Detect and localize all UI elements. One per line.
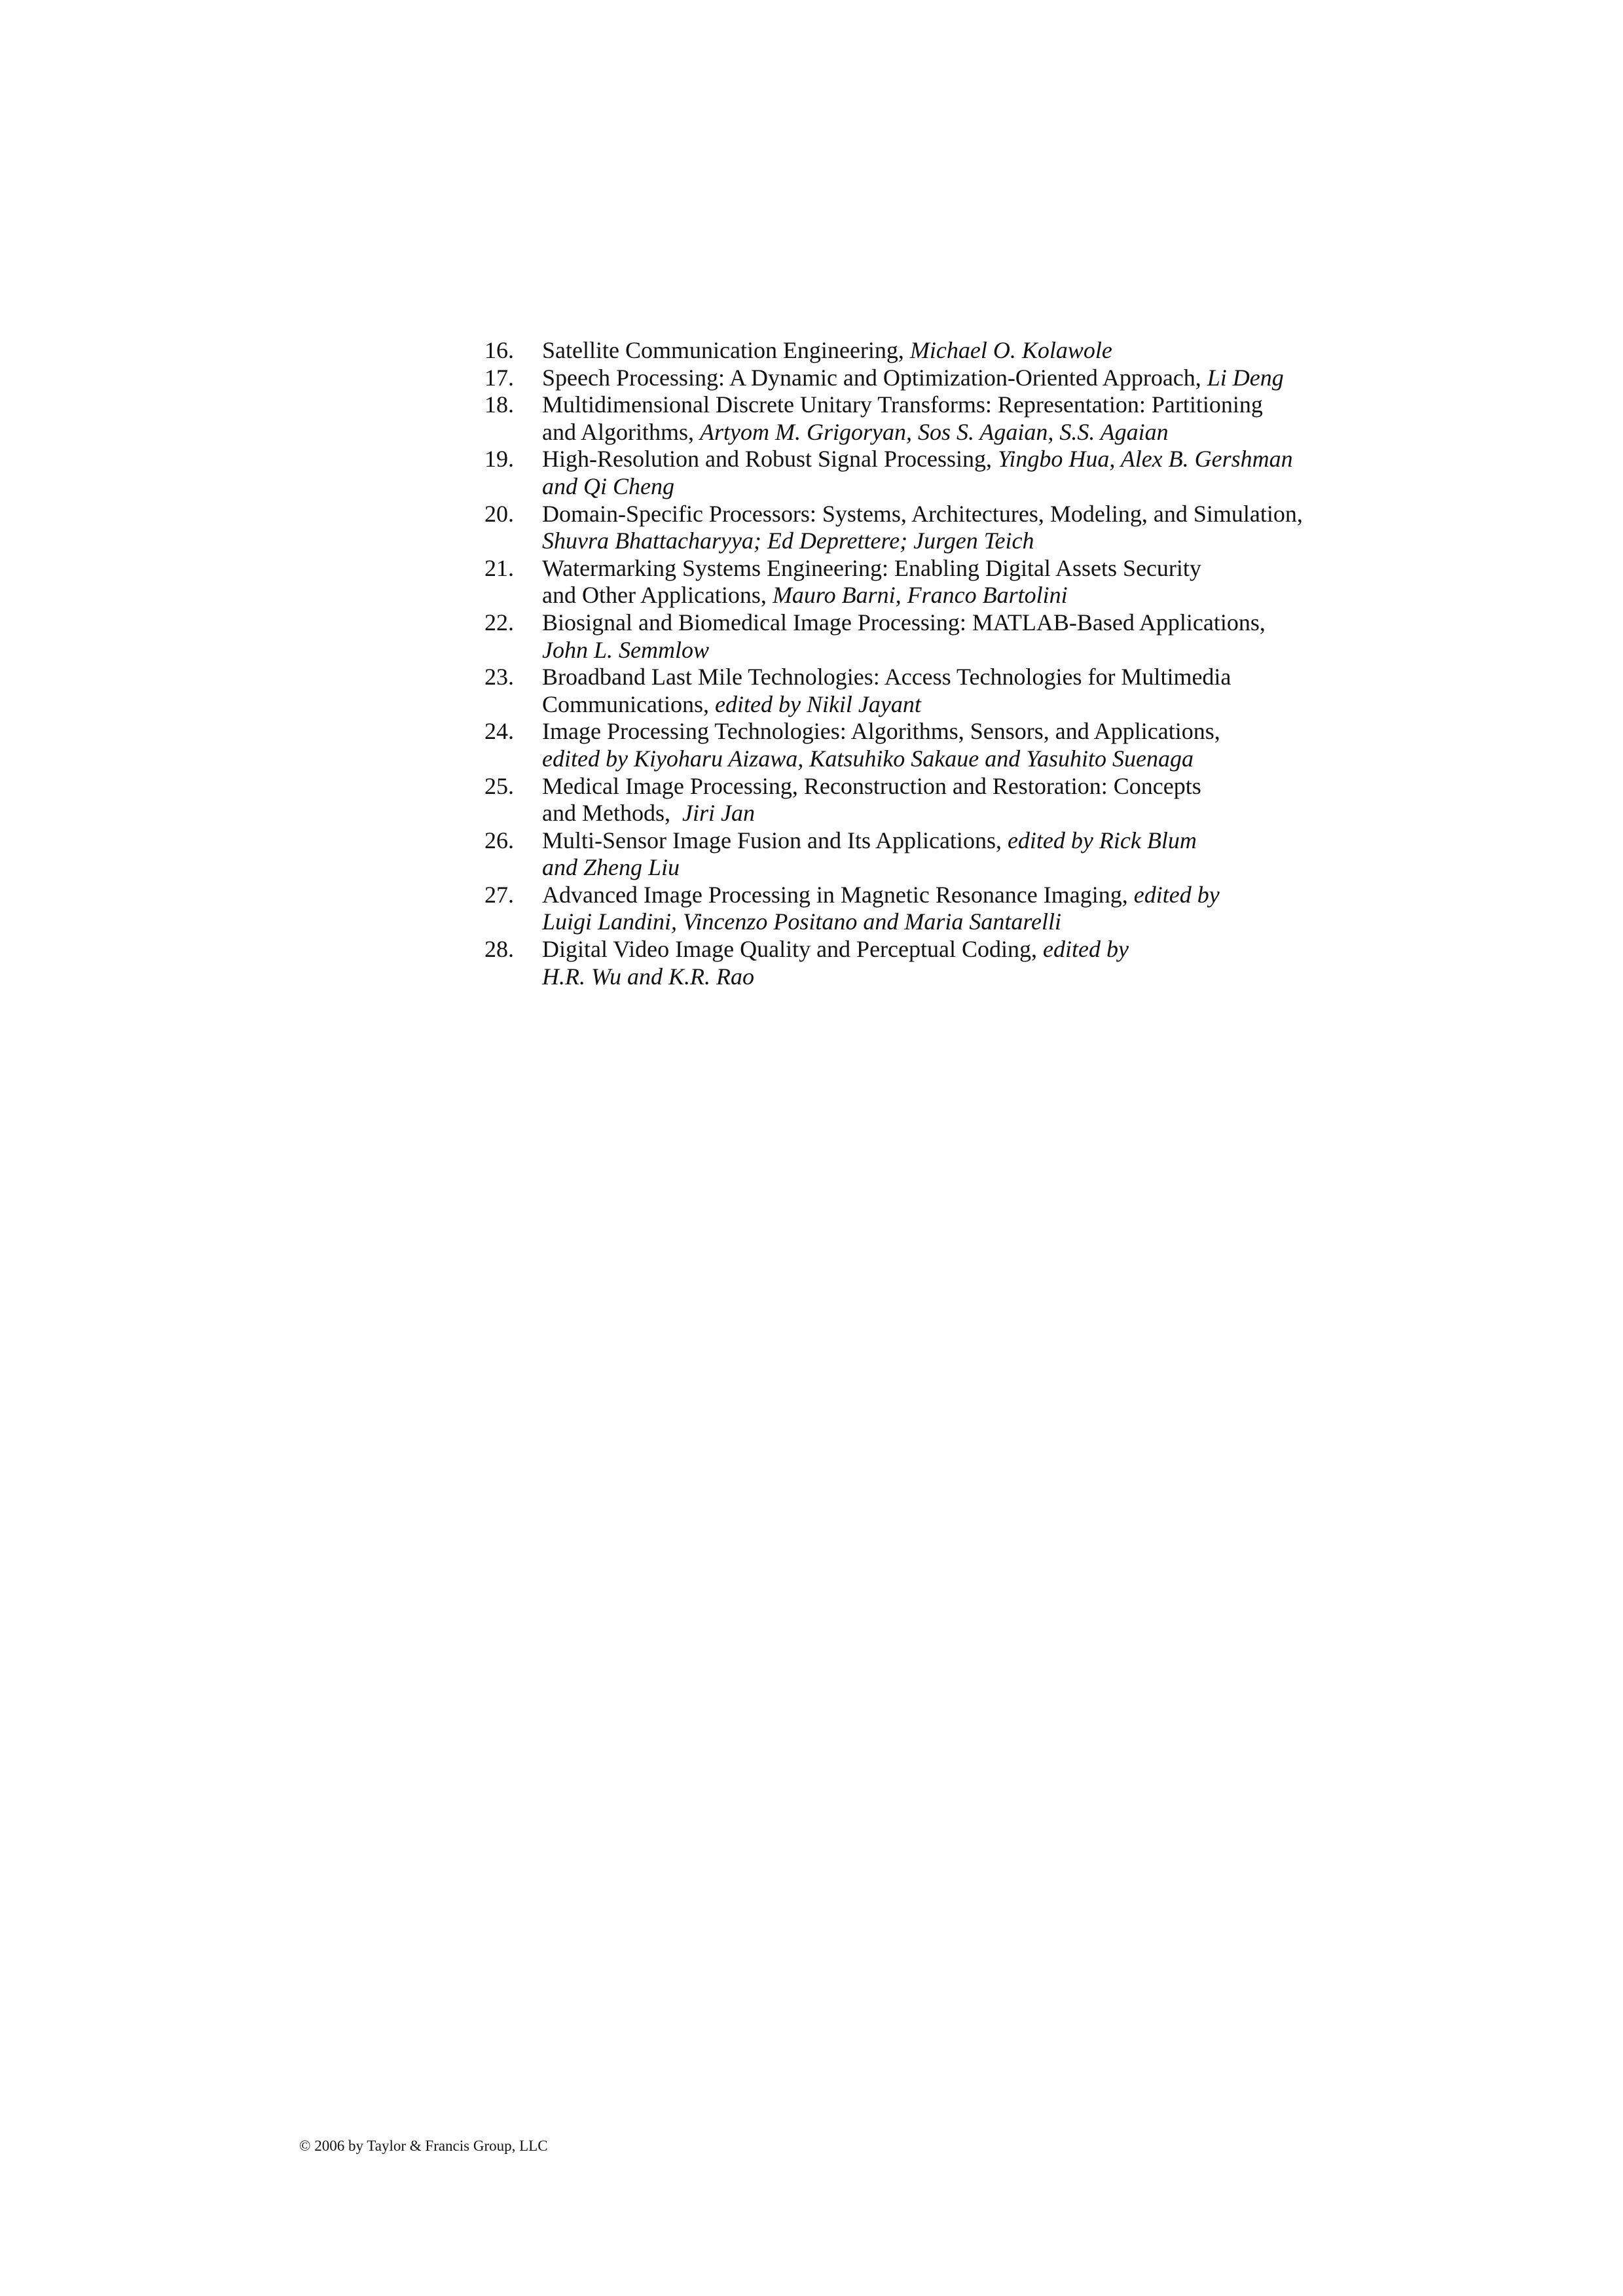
item-line xyxy=(542,582,1532,609)
item-line xyxy=(542,936,1532,963)
item-author: edited by Nikil Jayant xyxy=(715,691,921,717)
item-author: and Qi Cheng xyxy=(542,473,674,499)
copyright-notice: © 2006 by Taylor & Francis Group, LLC xyxy=(299,2138,548,2154)
item-author: edited by xyxy=(1133,881,1220,908)
item-title: Watermarking Systems Engineering: Enabling Digital Assets Security xyxy=(542,554,1201,581)
item-author: Shuvra Bhattacharyya; Ed Deprettere; Jurgen Teich xyxy=(542,528,1034,554)
item-author: edited by Kiyoharu Aizawa, Katsuhiko Sakaue and Yasuhito Suenaga xyxy=(542,745,1194,772)
item-author: Mauro Barni, Franco Bartolini xyxy=(772,582,1068,609)
item-author: edited by xyxy=(1043,936,1129,963)
item-number: 23. xyxy=(484,664,514,691)
item-number: 18. xyxy=(484,391,514,418)
series-item xyxy=(484,337,1532,365)
item-author: Artyom M. Grigoryan, Sos S. Agaian, S.S. Agaian xyxy=(700,418,1169,445)
item-number: 27. xyxy=(484,881,514,908)
item-title: Digital Video Image Quality and Perceptual Coding, xyxy=(542,936,1043,963)
item-number: 26. xyxy=(484,827,514,853)
series-item xyxy=(484,882,1532,936)
item-author: John L. Semmlow xyxy=(542,636,709,663)
item-title: Speech Processing: A Dynamic and Optimization-Oriented Approach, xyxy=(542,364,1207,391)
item-line xyxy=(542,664,1532,691)
item-line xyxy=(542,528,1532,555)
item-line xyxy=(542,745,1532,773)
item-title: Communications, xyxy=(542,691,715,717)
item-line xyxy=(542,337,1532,365)
series-item xyxy=(484,609,1532,664)
item-line xyxy=(542,827,1532,855)
item-title: Broadband Last Mile Technologies: Access Technologies for Multimedia xyxy=(542,664,1231,691)
item-title: Satellite Communication Engineering, xyxy=(542,337,910,363)
item-author: Michael O. Kolawole xyxy=(909,337,1112,363)
item-line xyxy=(542,718,1532,745)
item-number: 28. xyxy=(484,936,514,963)
item-number: 22. xyxy=(484,609,514,636)
item-line xyxy=(542,963,1532,991)
item-author: H.R. Wu and K.R. Rao xyxy=(542,963,754,990)
item-number: 17. xyxy=(484,364,514,391)
series-item xyxy=(484,555,1532,609)
item-title: Image Processing Technologies: Algorithms, Sensors, and Applications, xyxy=(542,718,1220,745)
item-title: and Algorithms, xyxy=(542,418,700,445)
item-line xyxy=(542,637,1532,664)
book-series-list xyxy=(484,337,1532,990)
item-line xyxy=(542,609,1532,637)
series-item xyxy=(484,936,1532,990)
item-number: 24. xyxy=(484,718,514,745)
series-item xyxy=(484,446,1532,500)
item-author: Luigi Landini, Vincenzo Positano and Maria Santarelli xyxy=(542,908,1062,935)
series-item xyxy=(484,365,1532,392)
item-title: Biosignal and Biomedical Image Processing: MATLAB-Based Applications, xyxy=(542,609,1266,636)
item-line xyxy=(542,501,1532,528)
item-title: Multidimensional Discrete Unitary Transforms: Representation: Partitioning xyxy=(542,391,1263,418)
item-line xyxy=(542,391,1532,419)
series-item xyxy=(484,718,1532,772)
series-item xyxy=(484,664,1532,718)
item-line xyxy=(542,473,1532,501)
item-title: Domain-Specific Processors: Systems, Architectures, Modeling, and Simulation, xyxy=(542,500,1303,527)
item-title: High-Resolution and Robust Signal Processing, xyxy=(542,446,998,473)
item-author: Li Deng xyxy=(1207,364,1284,391)
item-line xyxy=(542,908,1532,936)
item-title: Advanced Image Processing in Magnetic Resonance Imaging, xyxy=(542,881,1134,908)
item-number: 20. xyxy=(484,500,514,527)
item-author: and Zheng Liu xyxy=(542,854,680,881)
item-line xyxy=(542,365,1532,392)
item-line xyxy=(542,691,1532,719)
item-number: 25. xyxy=(484,772,514,799)
series-item xyxy=(484,501,1532,555)
item-line xyxy=(542,854,1532,882)
item-line xyxy=(542,773,1532,800)
item-line xyxy=(542,446,1532,473)
item-title: Medical Image Processing, Reconstruction and Restoration: Concepts xyxy=(542,772,1201,799)
item-title: Multi-Sensor Image Fusion and Its Applications, xyxy=(542,827,1008,853)
item-line xyxy=(542,419,1532,446)
item-line xyxy=(542,555,1532,583)
item-title: and Methods, xyxy=(542,800,682,827)
item-line xyxy=(542,882,1532,909)
item-number: 19. xyxy=(484,446,514,473)
series-item xyxy=(484,827,1532,882)
series-item xyxy=(484,391,1532,446)
series-item xyxy=(484,773,1532,827)
item-line xyxy=(542,800,1532,827)
item-number: 21. xyxy=(484,554,514,581)
item-author: Jiri Jan xyxy=(682,800,755,827)
item-number: 16. xyxy=(484,337,514,363)
item-title: and Other Applications, xyxy=(542,582,773,609)
item-author: Yingbo Hua, Alex B. Gershman xyxy=(998,446,1293,473)
item-author: edited by Rick Blum xyxy=(1007,827,1197,853)
